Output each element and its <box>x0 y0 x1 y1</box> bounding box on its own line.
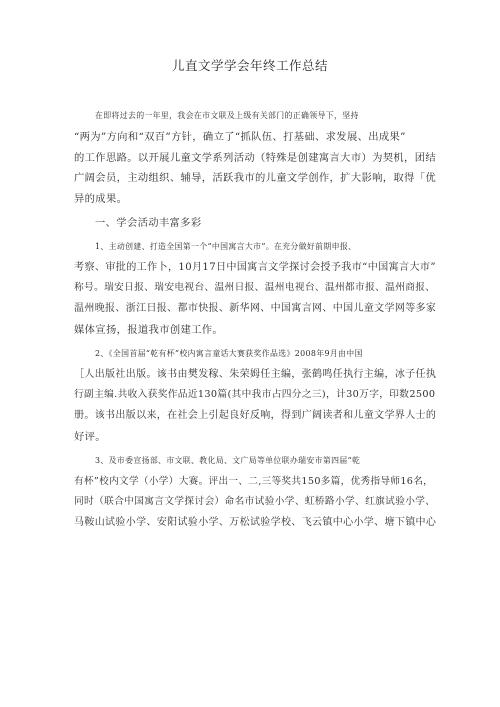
text-line: 媒体宣扬，报道我市创建工作。 <box>74 323 224 336</box>
text-line: 3、及市委宣扬部、市文联、教化局、文广局等单位联办瑞安市第四届“乾 <box>95 455 361 465</box>
text-line: 温州晚报、浙江日报、都市快报、新华网、中国寓言网、中国儿童文学网等多家 <box>74 303 437 315</box>
document-body <box>74 106 436 534</box>
text-line: 异的成果。 <box>74 193 128 206</box>
text-line: 在即将过去的一年里，我会在市文联及上级有关部门的正确领导下，坚持 <box>95 111 359 120</box>
item-2-paragraph <box>74 344 436 448</box>
text-line: 行副主编.共收入获奖作品近130篇(其中我市占四分之三)，计30万字，印数2500 <box>74 389 436 401</box>
text-line: “两为”方向和“双百”方针，确立了“抓队伍、打基础、求发展、出成果” <box>74 130 406 143</box>
text-line: 马鞍山试验小学、安阳试验小学、万松试验学校、飞云镇中心小学、塘下镇中心 <box>74 517 437 529</box>
text-line: 考察、审批的工作卜，10月17日中国寓言文学探讨会授予我市“中国寓言大市” <box>74 261 436 273</box>
intro-paragraph <box>74 106 436 210</box>
text-line: 好评。 <box>74 430 106 443</box>
text-line: 的工作思路。以开展儿童文学系列活动（特殊是创建寓言大市）为契机，团结 <box>74 151 436 164</box>
text-line: 册。该书出版以来，在社会上引起良好反响，得到广阔读者和儿童文学界人士的 <box>74 410 437 422</box>
item-3-paragraph <box>74 451 436 534</box>
text-line: 有杯”校内文学（小学）大赛。评出一、二,三等奖共150多篇，优秀指导师16名， <box>74 475 434 487</box>
text-line: 广阔会员，主动组织、辅导，活跃我市的儿童文学创作，扩大影响，取得「优 <box>74 172 436 185</box>
text-line: 2、《全国首届“乾有杯”校内寓言童话大赛获奖作品选》2008年9月由中国 <box>95 348 363 358</box>
text-line: 1、主动创建、打造全国第一个“中国寓言大市”。在充分做好前期申报、 <box>95 241 357 251</box>
section-heading: 一、学会活动丰富多彩 <box>95 216 202 229</box>
document-title: 儿直文学学会年终工作总结 <box>171 58 328 73</box>
text-line: 称号。瑞安日报、瑞安电视台、温州日报、温州电视台、温州都市报、温州商报、 <box>74 282 436 294</box>
text-line: ［人出版社出版。该书由樊发稼、朱荣姆任主编，张鹤鸣任执行主编，冰子任执 <box>74 368 437 380</box>
text-line: 同时（联合中国寓言文学探讨会）命名市试验小学、虹桥路小学、红旗试验小学、 <box>74 496 436 508</box>
item-1-paragraph <box>74 237 436 341</box>
